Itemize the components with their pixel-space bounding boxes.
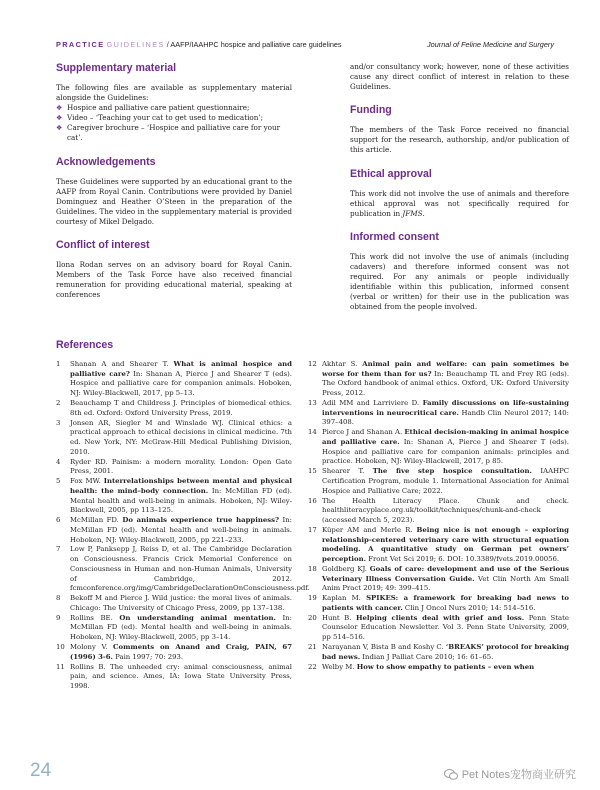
reference-authors: Hunt B. xyxy=(322,613,356,622)
reference-authors: Shearer T. xyxy=(322,467,373,476)
reference-item xyxy=(56,614,292,643)
reference-number: 22 xyxy=(308,662,317,671)
reference-authors: Pierce J and Shanan A. xyxy=(322,428,405,437)
reference-source: Indian J Palliat Care 2010; 16: 61–65. xyxy=(360,652,494,661)
supplementary-item xyxy=(56,113,292,123)
reference-item xyxy=(56,594,292,613)
supplementary-section xyxy=(56,62,292,144)
reference-authors: Fox MW. xyxy=(70,477,104,486)
reference-item xyxy=(56,360,292,399)
reference-number: 4 xyxy=(56,457,61,466)
reference-number: 21 xyxy=(308,643,317,652)
informed-consent-text: This work did not involve the use of animals (including cadavers) and therefore informed consent was not required. For any animals or people individually identifiable within this publication, informed consent (verbal or written) for their use in the publication was obtained from the people involved. xyxy=(350,251,569,312)
supplementary-item-text: Caregiver brochure – ‘Hospice and palliative care for your cat’. xyxy=(67,123,281,143)
acknowledgements-text: These Guidelines were supported by an educational grant to the AAFP from Royal Canin. Contributions were provided by Daniel Dominguez and Heather O’Steen in the preparation of the Guidelines. The video in the supplementary material is provided courtesy of Mikel Delgado. xyxy=(56,176,292,226)
reference-authors: Akhtar S. xyxy=(322,360,363,368)
reference-authors: Shanan A and Shearer T. xyxy=(70,360,174,368)
reference-authors: Bekoff M and Pierce J. Wild justice: the moral lives of animals. Chicago: The University of Chicago Press, 2009, pp 137–138. xyxy=(70,594,292,612)
supplementary-item-text: Video – ‘Teaching your cat to get used to medication’; xyxy=(67,113,264,123)
conflict-continued-text: and/or consultancy work; however, none of these activities cause any direct conflict of interest in relation to these Guidelines. xyxy=(350,62,569,92)
reference-authors: Küper AM and Merle R. xyxy=(322,525,417,534)
reference-title: SPIKES: a framework for breaking bad news to patients with cancer. xyxy=(322,594,570,612)
reference-title: Animal pain and welfare: can pain sometimes be worse for them than for us? xyxy=(322,360,569,378)
ethical-section xyxy=(350,168,569,219)
reference-authors: Rollins BE. xyxy=(70,613,120,622)
reference-item xyxy=(308,614,569,643)
diamond-bullet-icon: ❖ xyxy=(56,124,63,133)
reference-number: 15 xyxy=(308,467,317,476)
conflict-text: Ilona Rodan serves on an advisory board for Royal Canin. Members of the Task Force have also received financial remuneration for providing educational material, speaking at conferences xyxy=(56,260,292,300)
journal-abbreviation: JFMS xyxy=(402,208,423,218)
ethical-text-end: . xyxy=(422,208,425,218)
running-header xyxy=(56,38,554,52)
funding-heading: Funding xyxy=(350,104,392,117)
reference-number: 17 xyxy=(308,525,317,534)
header-title: AAFP/IAAHPC hospice and palliative care guidelines xyxy=(170,40,342,49)
reference-authors: Ryder RD. Painism: a modern morality. London: Open Gate Press, 2001. xyxy=(70,457,292,476)
reference-title: Ethical decision-making in animal hospice and palliative care. xyxy=(322,428,569,446)
conflict-heading: Conflict of interest xyxy=(56,239,150,252)
watermark-text: Pet Notes宠物商业研究 xyxy=(461,769,576,781)
reference-source: In: Shanan A, Pierce J and Shearer T (eds). Hospice and palliative care for companion animals: principles and practice. Hoboken, NJ: Wiley-Blackwell, 2017, p 85. xyxy=(322,438,569,466)
reference-source: In: McMillan FD (ed). Mental health and well-being in animals. Hoboken, NJ: Wiley-Blackwell, 2005, pp 113–125. xyxy=(70,486,292,515)
references-left-column xyxy=(56,360,310,692)
informed-consent-heading: Informed consent xyxy=(350,230,439,243)
diamond-bullet-icon: ❖ xyxy=(56,114,63,123)
journal-name: Journal of Feline Medicine and Surgery xyxy=(427,40,554,49)
reference-title: Interrelationships between mental and physical health: the mind–body connection. xyxy=(70,477,292,495)
references-heading: References xyxy=(56,339,114,351)
reference-number: 2 xyxy=(56,399,61,407)
reference-item xyxy=(308,663,569,673)
reference-number: 16 xyxy=(308,496,317,505)
reference-item xyxy=(56,477,292,516)
reference-source: In: Shanan A, Pierce J and Shearer T (eds). Hospice and palliative care for companion animals. Hoboken, NJ: Wiley-Blackwell, 2017, pp 5–13. xyxy=(70,369,292,398)
reference-number: 18 xyxy=(308,564,317,573)
reference-authors: The Health Literacy Place. Chunk and check. healthliteracyplace.org.uk/toolkit/techniques/chunk-and-check (accessed March 5, 2023). xyxy=(322,496,569,524)
informed-consent-section xyxy=(350,231,569,313)
reference-item xyxy=(308,399,569,428)
reference-source: In: McMillan FD (ed). Mental health and well-being in animals. Hoboken, NJ: Wiley-Blackwell, 2005, pp 221–233. xyxy=(70,516,293,544)
right-column xyxy=(350,62,569,324)
reference-source: In: McMillan FD (ed). Mental health and well-being in animals. Hoboken, NJ: Wiley-Blackwell, 2005, pp 3–14. xyxy=(70,613,293,642)
funding-text: The members of the Task Force received no financial support for the research, authorship, and/or publication of this article. xyxy=(350,125,569,155)
reference-source: Vet Clin North Am Small Anim Pract 2019; 49: 399–415. xyxy=(322,574,569,593)
reference-item xyxy=(308,360,569,399)
reference-number: 13 xyxy=(308,399,317,407)
reference-title: Being nice is not enough – exploring relationship-centered veterinary care with structural equation modeling. A quantitative study on German pet owners’ perception. xyxy=(322,525,570,563)
reference-item xyxy=(56,419,292,458)
reference-item xyxy=(56,458,292,477)
references-right-column xyxy=(308,360,569,673)
reference-source: Penn State Counselor Education Newsletter. Vol 3. Penn State University, 2009, pp 514–516. xyxy=(322,613,569,642)
reference-number: 9 xyxy=(56,613,61,622)
reference-number: 1 xyxy=(56,360,61,368)
reference-number: 5 xyxy=(56,477,61,486)
reference-number: 19 xyxy=(308,594,317,603)
header-guidelines: GUIDELINES xyxy=(106,40,165,49)
reference-title: On understanding animal mentation. xyxy=(119,613,276,622)
reference-title: Comments on Anand and Craig, PAIN, 67 (1996) 3-6. xyxy=(70,643,292,661)
reference-title: Goals of care: development and use of the Serious Veterinary Illness Conversation Guide. xyxy=(322,564,569,583)
reference-title: ‘BREAKS’ protocol for breaking bad news. xyxy=(322,643,569,661)
reference-item xyxy=(308,428,569,467)
reference-number: 14 xyxy=(308,428,317,437)
reference-source: Handb Clin Neurol 2017; 140: 397–408. xyxy=(322,408,569,427)
reference-item xyxy=(56,663,292,692)
acknowledgements-heading: Acknowledgements xyxy=(56,155,156,168)
acknowledgements-section xyxy=(56,156,292,227)
reference-number: 7 xyxy=(56,545,61,554)
reference-authors: Welby M. xyxy=(322,662,357,671)
reference-authors: Beauchamp T and Childress J. Principles of biomedical ethics. 8th ed. Oxford: Oxford University Press, 2019. xyxy=(70,399,292,417)
page-number: 24 xyxy=(30,760,52,781)
supplementary-item xyxy=(56,123,292,143)
reference-number: 20 xyxy=(308,613,317,622)
header-slash: / xyxy=(164,40,171,49)
reference-source: Pain 1997; 70: 293. xyxy=(112,652,184,661)
reference-authors: Jonsen AR, Siegler M and Winslade WJ. Clinical ethics: a practical approach to ethical decisions in clinical medicine. 7th ed. New York, NY: McGraw-Hill Medical Publishing Division, 2010. xyxy=(70,418,292,456)
reference-authors: Goldberg KJ. xyxy=(322,564,370,573)
reference-authors: McMillan FD. xyxy=(70,516,123,525)
funding-section xyxy=(350,104,569,155)
reference-number: 11 xyxy=(56,662,65,671)
conflict-section xyxy=(56,239,292,300)
reference-number: 12 xyxy=(308,360,317,368)
reference-authors: Rollins B. The unheeded cry: animal consciousness, animal pain, and science. Ames, IA: Iowa State University Press, 1998. xyxy=(70,662,292,691)
reference-authors: Narayanan V, Bista B and Koshy C. xyxy=(322,643,446,652)
reference-number: 6 xyxy=(56,516,61,525)
reference-item xyxy=(308,526,569,565)
reference-item xyxy=(308,497,569,526)
supplementary-item xyxy=(56,103,292,113)
reference-item xyxy=(308,643,569,662)
reference-item xyxy=(56,516,292,545)
reference-source: In: Beauchamp TL and Frey RG (eds). The Oxford handbook of animal ethics. Oxford, UK: Oxford University Press, 2012. xyxy=(322,369,570,398)
reference-source: Front Vet Sci 2019; 6. DOI: 10.3389/fvets.2019.00056. xyxy=(366,555,560,563)
reference-authors: Low P, Panksepp J, Reiss D, et al. The Cambridge Declaration on Consciousness. Francis Crick Memorial Conference on Consciousness in Human and non-Human Animals, University of Cambridge, 2012. fcmconference.org/img/CambridgeDeclarationOnConsciousness.pdf. xyxy=(70,545,310,593)
reference-authors: Molony V. xyxy=(70,643,114,652)
reference-item xyxy=(308,565,569,594)
wechat-icon xyxy=(444,769,458,780)
left-column xyxy=(56,62,292,312)
diamond-bullet-icon: ❖ xyxy=(56,104,63,113)
reference-source: Clin J Oncol Nurs 2010; 14: 514–516. xyxy=(402,603,536,612)
supplementary-heading: Supplementary material xyxy=(56,62,177,74)
watermark xyxy=(444,766,576,782)
reference-item xyxy=(308,594,569,613)
reference-title: The five step hospice consultation. xyxy=(372,467,532,476)
reference-authors: Kaplan M. xyxy=(322,594,367,603)
reference-item xyxy=(56,643,292,662)
reference-title: What is animal hospice and palliative care? xyxy=(70,360,292,378)
reference-number: 8 xyxy=(56,594,61,603)
reference-title: Family discussions on life-sustaining interventions in neurocritical care. xyxy=(322,399,569,417)
supplementary-list xyxy=(56,103,292,143)
reference-item xyxy=(56,399,292,418)
reference-number: 10 xyxy=(56,643,65,652)
reference-source: IAAHPC Certification Program, module 1. International Association for Animal Hospice and Palliative Care; 2022. xyxy=(322,467,569,495)
ethical-text-main: This work did not involve the use of animals and therefore ethical approval was not specifically required for publication in xyxy=(350,188,569,218)
reference-authors: Adil MM and Larriviere D. xyxy=(322,399,423,407)
supplementary-item-text: Hospice and palliative care patient questionnaire; xyxy=(67,103,250,113)
reference-item xyxy=(308,467,569,496)
reference-title: Do animals experience true happiness? xyxy=(122,516,280,525)
reference-title: Helping clients deal with grief and loss. xyxy=(355,613,525,622)
header-practice: PRACTICE xyxy=(56,40,105,49)
ethical-heading: Ethical approval xyxy=(350,167,432,180)
reference-item xyxy=(56,545,310,594)
reference-title: How to show empathy to patients – even when xyxy=(356,662,535,671)
reference-number: 3 xyxy=(56,418,61,427)
supplementary-intro: The following files are available as supplementary material alongside the Guidelines: xyxy=(56,83,292,103)
header-left xyxy=(56,40,342,49)
conflict-continued xyxy=(350,62,569,92)
ethical-text xyxy=(350,189,569,219)
